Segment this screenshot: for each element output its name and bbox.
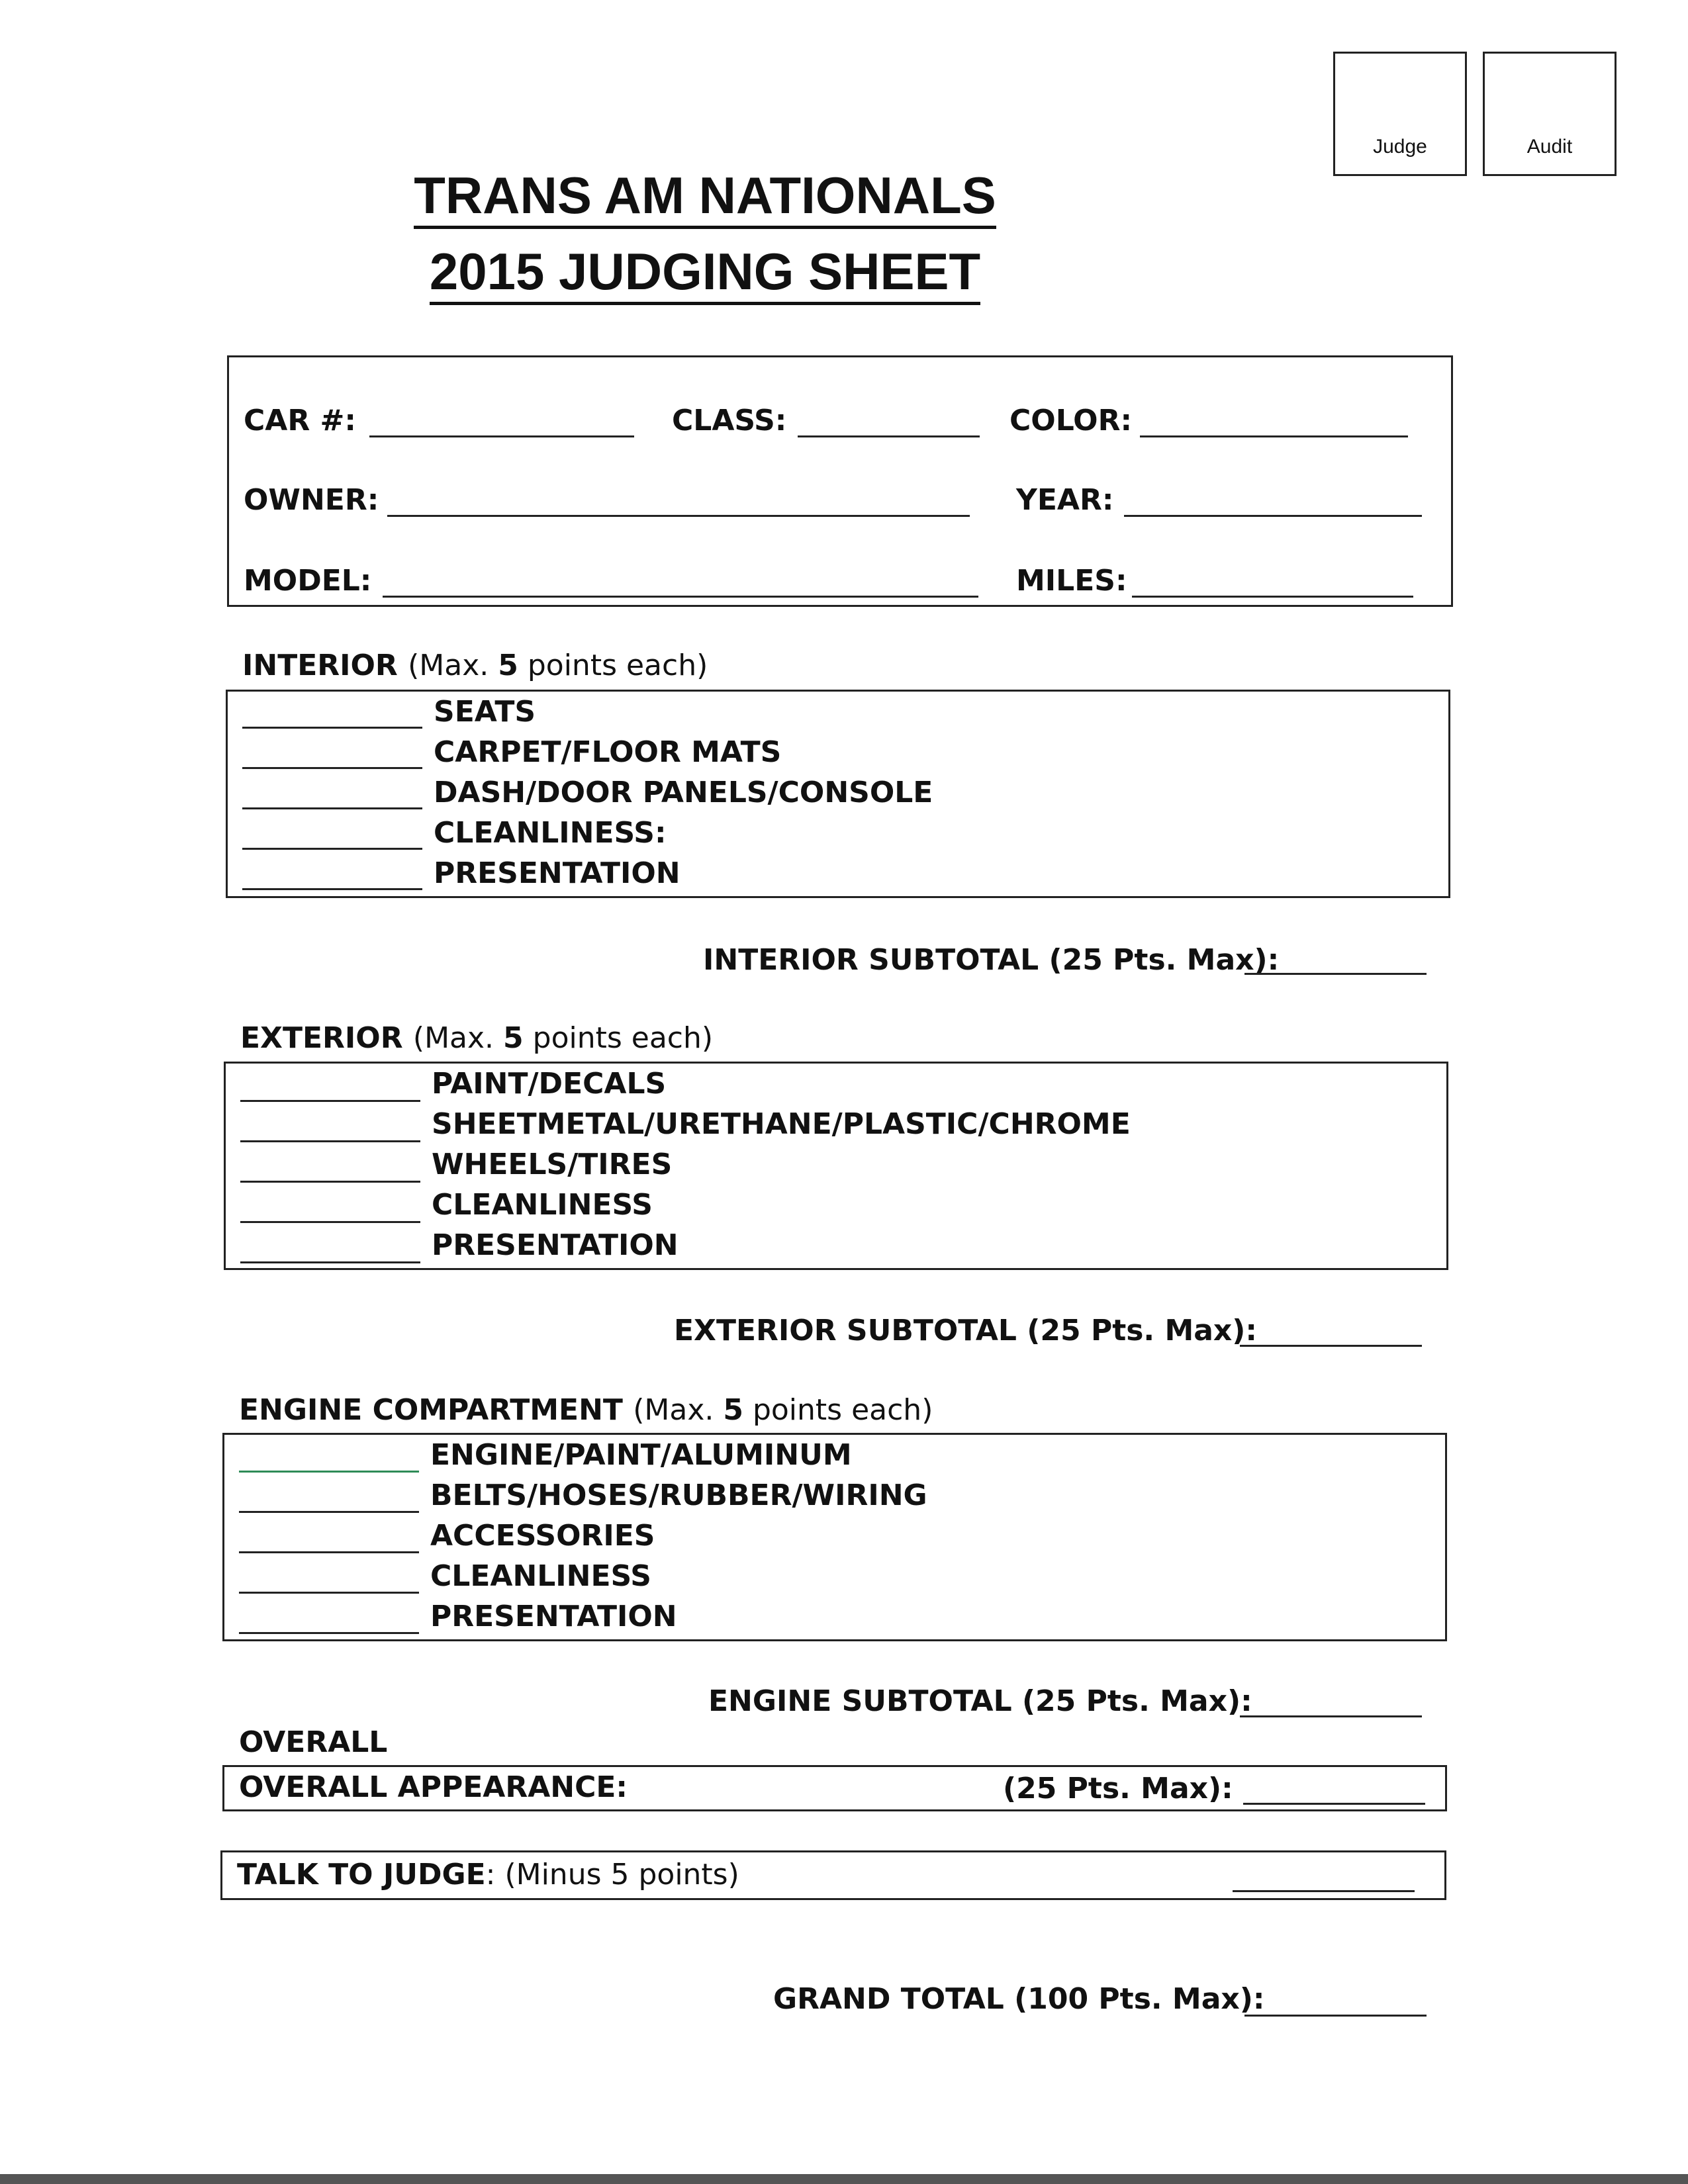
exterior-score-field[interactable] [240,1100,420,1102]
grand-total-field[interactable] [1244,2015,1427,2017]
class-field[interactable] [798,435,980,437]
interior-score-field[interactable] [242,807,422,809]
interior-score-field[interactable] [242,767,422,769]
interior-score-field[interactable] [242,888,422,890]
exterior-item: WHEELS/TIRES [432,1148,673,1181]
engine-heading: ENGINE COMPARTMENT (Max. 5 points each) [239,1393,933,1427]
engine-score-field[interactable] [239,1632,419,1634]
exterior-score-field[interactable] [240,1181,420,1183]
engine-subtotal-label: ENGINE SUBTOTAL (25 Pts. Max): [708,1684,1252,1718]
overall-appearance-max: (25 Pts. Max): [1003,1772,1233,1805]
owner-field[interactable] [387,515,970,517]
engine-item: CLEANLINESS [430,1559,651,1593]
class-label: CLASS: [672,404,787,437]
judge-box[interactable] [1333,52,1467,176]
overall-appearance-label: OVERALL APPEARANCE: [239,1770,628,1804]
color-field[interactable] [1140,435,1408,437]
year-field[interactable] [1124,515,1422,517]
miles-label: MILES: [1016,564,1127,598]
overall-appearance-field[interactable] [1243,1803,1425,1805]
interior-item: PRESENTATION [434,856,680,890]
owner-label: OWNER: [244,483,379,517]
miles-field[interactable] [1132,596,1413,598]
exterior-item: PAINT/DECALS [432,1067,667,1101]
interior-item: CARPET/FLOOR MATS [434,735,782,769]
interior-subtotal-label: INTERIOR SUBTOTAL (25 Pts. Max): [703,943,1280,977]
year-label: YEAR: [1016,483,1114,517]
interior-item: SEATS [434,695,536,729]
interior-score-field[interactable] [242,848,422,850]
audit-label: Audit [1526,136,1573,158]
interior-item: DASH/DOOR PANELS/CONSOLE [434,776,933,809]
title-line-2: 2015 JUDGING SHEET [0,242,1549,302]
exterior-item: CLEANLINESS [432,1188,653,1222]
exterior-subtotal-field[interactable] [1240,1345,1422,1347]
engine-item: ENGINE/PAINT/ALUMINUM [430,1438,852,1472]
title-line-1: TRANS AM NATIONALS [0,165,1549,226]
engine-score-field[interactable] [239,1471,419,1473]
grand-total-label: GRAND TOTAL (100 Pts. Max): [773,1982,1265,2016]
engine-score-field[interactable] [239,1551,419,1553]
interior-score-field[interactable] [242,727,422,729]
exterior-item: SHEETMETAL/URETHANE/PLASTIC/CHROME [432,1107,1131,1141]
interior-subtotal-field[interactable] [1244,973,1427,975]
interior-item: CLEANLINESS: [434,816,667,850]
exterior-box [224,1062,1448,1270]
engine-item: BELTS/HOSES/RUBBER/WIRING [430,1479,927,1512]
interior-heading: INTERIOR (Max. 5 points each) [242,649,708,682]
model-label: MODEL: [244,564,372,598]
scan-edge [0,2174,1688,2184]
car-info-box [227,355,1453,607]
talk-to-judge-label: TALK TO JUDGE: (Minus 5 points) [237,1858,739,1891]
exterior-score-field[interactable] [240,1261,420,1263]
overall-heading: OVERALL [239,1725,388,1759]
judge-label: Judge [1373,136,1427,158]
engine-score-field[interactable] [239,1511,419,1513]
audit-box[interactable] [1483,52,1617,176]
engine-score-field[interactable] [239,1592,419,1594]
model-field[interactable] [383,596,978,598]
engine-item: PRESENTATION [430,1600,677,1633]
exterior-score-field[interactable] [240,1140,420,1142]
talk-to-judge-field[interactable] [1233,1890,1415,1892]
car-number-field[interactable] [369,435,634,437]
exterior-subtotal-label: EXTERIOR SUBTOTAL (25 Pts. Max): [674,1314,1258,1347]
exterior-score-field[interactable] [240,1221,420,1223]
color-label: COLOR: [1009,404,1133,437]
exterior-heading: EXTERIOR (Max. 5 points each) [240,1021,714,1055]
engine-item: ACCESSORIES [430,1519,655,1553]
car-number-label: CAR #: [244,404,357,437]
exterior-item: PRESENTATION [432,1228,679,1262]
engine-subtotal-field[interactable] [1240,1715,1422,1717]
